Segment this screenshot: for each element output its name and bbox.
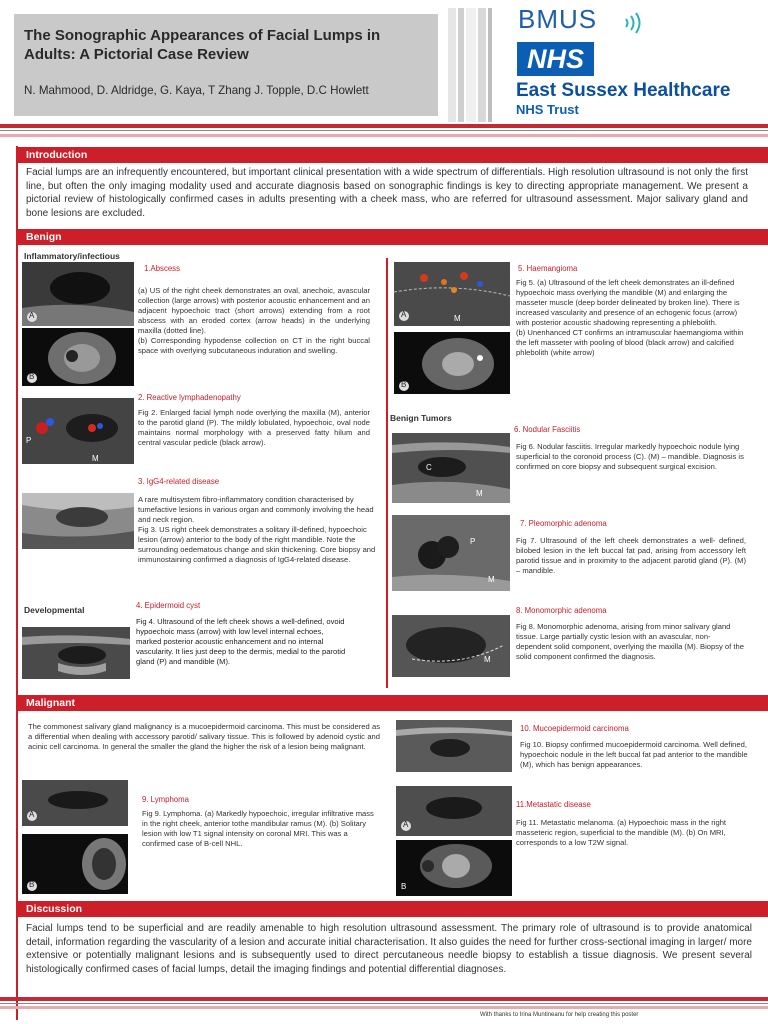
ultrasound-image-pleomorphic-adenoma — [392, 515, 510, 591]
malignant-intro-text: The commonest salivary gland malignancy is a mucoepidermoid carcinoma. This must be considered as a differential when dealing with accessory parotid/ salivary tissue. This is followed by adenoid cystic and acinic cell carcinoma. In general the smaller the gland the higher the risk of a lesion being malignant. — [28, 722, 380, 751]
case-title-haemangioma: 5. Haemangioma — [518, 264, 578, 273]
mandible-label: M — [488, 575, 495, 584]
subheading-developmental: Developmental — [24, 605, 85, 615]
ultrasound-image-metastatic-a — [396, 786, 512, 836]
case-text-mucoepidermoid: Fig 10. Biopsy confirmed mucoepidermoid carcinoma. Well defined, hypoechoic nodule in the left buccal fat pad anterior to the mandible (M), which has benign appearances. — [520, 740, 748, 769]
case-title-metastatic: 11.Metastatic disease — [516, 800, 591, 809]
footer-divider — [0, 1003, 768, 1004]
ultrasound-image-mucoepidermoid — [396, 720, 512, 772]
signal-waves-icon — [622, 12, 642, 34]
header-divider — [0, 134, 768, 137]
acknowledgement: With thanks to Irina Muntineanu for help creating this poster — [480, 1012, 639, 1018]
ultrasound-image-epidermoid — [22, 627, 130, 679]
case-text-pleomorphic-adenoma: Fig 7. Ultrasound of the left cheek demonstrates a well- defined, bilobed lesion in the left buccal fat pad, arising from accessory left parotid tissue and in proximity to the adjacent parotid gland (P). (M) – mandible. — [516, 536, 746, 575]
bmus-logo: BMUS — [518, 4, 598, 34]
mri-image-metastatic-b — [396, 840, 512, 896]
ultrasound-image-haemangioma-a — [394, 262, 510, 326]
parotid-label: P — [470, 537, 476, 546]
case-text-metastatic: Fig 11. Metastatic melanoma. (a) Hypoechoic mass in the right masseteric region, superficial to the mandible (M). (b) On MRI, corresponds to a low T2W signal. — [516, 818, 727, 847]
case-text-nodular-fasciitis: Fig 6. Nodular fasciitis. Irregular markedly hypoechoic nodule lying superficial to the coronoid process (C). (M) – mandible. Diagnosis is confirmed on core biopsy and subsequent surgical excision. — [516, 442, 744, 471]
case-title-igg4: 3. IgG4-related disease — [138, 477, 220, 486]
author-list: N. Mahmood, D. Aldridge, G. Kaya, T Zhang J. Topple, D.C Howlett — [24, 84, 369, 97]
case-title-pleomorphic-adenoma: 7. Pleomorphic adenoma — [520, 519, 607, 528]
ct-image-haemangioma-b — [394, 332, 510, 394]
case-title-nodular-fasciitis: 6. Nodular Fasciitis — [514, 425, 581, 434]
decorative-stripe — [458, 8, 464, 122]
ultrasound-image-nodular-fasciitis — [392, 433, 510, 503]
case-title-lymphoma: 9. Lymphoma — [142, 795, 189, 804]
mandible-label: M — [454, 314, 461, 323]
case-title-reactive: 2. Reactive lymphadenopathy — [138, 393, 241, 402]
nhs-logo: NHS — [517, 42, 594, 76]
mandible-label: M — [484, 655, 491, 664]
case-text-lymphoma: Fig 9. Lymphoma. (a) Markedly hypoechoic, irregular infiltrative mass in the right cheek, anterior tothe mandibular ramus (M). (b) Solitary lesion with low T1 signal intensity on coronal MRI. This was a confirmed case of B-cell NHL. — [142, 809, 374, 848]
section-bar-discussion: Discussion — [18, 901, 768, 917]
footer-divider — [0, 997, 768, 1001]
case-text-monomorphic-adenoma: Fig 8. Monomorphic adenoma, arising from minor salivary gland tissue. Large partially cystic lesion with an avascular, non-dependent solid component, overlying the maxilla (M). Biopsy of the solid component confirmed the diagnosis. — [516, 622, 744, 661]
section-bar-malignant: Malignant — [18, 695, 768, 711]
panel-label: B — [29, 880, 35, 889]
header-divider — [0, 130, 768, 131]
case-title-epidermoid: 4. Epidermoid cyst — [136, 601, 201, 610]
decorative-stripe — [466, 8, 476, 122]
case-text-abscess: (a) US of the right cheek demonstrates an oval, anechoic, avascular collection (large arrows) with posterior acoustic enhancement and an adjacent hypoechoic tract (short arrows) extending from a root abscess with an eroded cortex (arrow heads) in the underlying maxilla (dotted line). (b) Corresponding hypodense collection on CT in the right buccal space with overlying subcutaneous induration and swelling. — [138, 286, 370, 355]
coronoid-label: C — [426, 463, 432, 472]
introduction-text: Facial lumps are an infrequently encountered, but important clinical presentation with a wide spectrum of differentials. High resolution ultrasound is not only the first line, but often the only imaging modality used and accurate diagnosis based on sonographic findings is key to directing appropriate management. We present a pictorial review of histologically confirmed cases in adults presenting with a cheek mass, who are referred for ultrasound assessment. Major salivary gland and bone lesions are excluded. — [26, 167, 748, 219]
footer-divider — [0, 1006, 768, 1009]
left-border — [16, 146, 18, 1020]
case-text-epidermoid: Fig 4. Ultrasound of the left cheek shows a well-defined, ovoid hypoechoic mass (arrow) with low level internal echoes, marked posterior acoustic enhancement and no internal vascularity. It lies just deep to the dermis, medial to the parotid gland (P) and mandible (M). — [136, 617, 346, 666]
organisation-name: East Sussex Healthcare — [516, 80, 731, 101]
case-text-igg4: A rare multisystem fibro-inflammatory condition characterised by tumefactive lesions in various organ and commonly involving the head and neck region. Fig 3. US right cheek demonstrates a solitary ill-defined, hypoechoic lesion (arrow) anterior to the body of the right mandible. Note the surrounding oedematous change and skin thickening. Core biopsy and immunostaining confirmed a diagnosis of IgG4-related disease. — [138, 495, 376, 564]
case-title-abscess: 1.Abscess — [144, 264, 180, 273]
ultrasound-image-monomorphic-adenoma — [392, 615, 510, 677]
mri-image-lymphoma-b — [22, 834, 128, 894]
mandible-label: M — [476, 489, 483, 498]
case-text-reactive: Fig 2. Enlarged facial lymph node overlying the maxilla (M), anterior to the parotid gland (P). The mildly lobulated, hypoechoic, oval node maintains normal morphology with a preserved fatty hilum and central vascular pedicle (black arrow). — [138, 408, 370, 447]
section-bar-benign: Benign — [18, 229, 768, 245]
column-divider — [386, 258, 388, 688]
case-title-monomorphic-adenoma: 8. Monomorphic adenoma — [516, 606, 607, 615]
poster-title: The Sonographic Appearances of Facial Lumps in Adults: A Pictorial Case Review — [24, 27, 381, 63]
decorative-stripe — [448, 8, 456, 122]
header-divider — [0, 124, 768, 128]
ultrasound-image-abscess-a — [22, 262, 134, 326]
parotid-label: P — [26, 436, 32, 445]
organisation-trust: NHS Trust — [516, 102, 579, 117]
panel-label: A — [401, 310, 407, 319]
ultrasound-image-igg4 — [22, 493, 134, 549]
ct-image-abscess-b — [22, 328, 134, 386]
panel-label: B — [401, 882, 407, 891]
case-text-haemangioma: Fig 5. (a) Ultrasound of the left cheek demonstrates an ill-defined hypoechoic mass overlying the mandible (M) and enlarging the masseter muscle (deep border delineated by broken line). There is increased vascularity and presence of an echogenic focus (arrow) with posterior acoustic shadowing representing a phlebolith. (b) Unenhanced CT confirms an intramuscular haemangioma within the left masseter with pooling of blood (black arrow) and calcified phlebolith (white arrow) — [516, 278, 744, 357]
decorative-stripe — [488, 8, 492, 122]
panel-label: B — [29, 372, 35, 381]
ultrasound-image-lymphoma-a — [22, 780, 128, 826]
panel-label: B — [401, 380, 407, 389]
decorative-stripe — [478, 8, 486, 122]
panel-label: A — [29, 311, 35, 320]
subheading-benign-tumors: Benign Tumors — [390, 413, 452, 423]
subheading-inflammatory: Inflammatory/infectious — [24, 251, 120, 261]
discussion-text: Facial lumps tend to be superficial and are readily amenable to high resolution ultrasound assessment. The primary role of ultrasound is to provide anatomical detail, information regarding the vascularity of a lesion and accurate initial characterisation. It also guides the need for further cross-sectional imaging in larger/ more extensive or potentially malignant lesions and is subsequently used to direct percutaneous needle biopsy to establish a tissue diagnosis. We present several histologically confirmed cases of facial lumps, detail the imaging findings and potential differential diagnoses. — [26, 923, 752, 975]
mandible-label: M — [92, 454, 99, 463]
case-title-mucoepidermoid: 10. Mucoepidermoid carcinoma — [520, 724, 629, 733]
panel-label: A — [403, 820, 409, 829]
ultrasound-image-lymph-node — [22, 398, 134, 464]
panel-label: A — [29, 810, 35, 819]
section-bar-introduction: Introduction — [18, 147, 768, 163]
